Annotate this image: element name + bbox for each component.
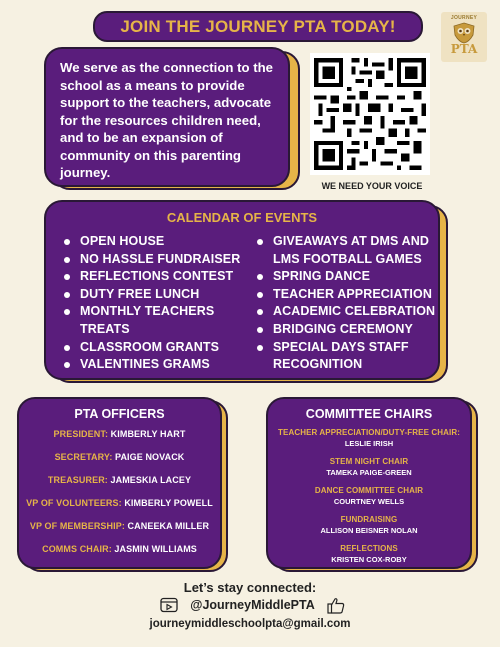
officer-row xyxy=(19,475,220,485)
calendar-list-left xyxy=(64,233,257,374)
pta-logo xyxy=(441,12,487,62)
committee-title: COMMITTEE CHAIRS xyxy=(305,407,433,421)
committee-role: TEACHER APPRECIATION/DUTY-FREE CHAIR: xyxy=(278,428,460,437)
committee-entry xyxy=(268,544,470,564)
committee-name: ALLISON BEISNER NOLAN xyxy=(320,526,418,535)
page-title: JOIN THE JOURNEY PTA TODAY! xyxy=(120,16,396,36)
calendar-title: CALENDAR OF EVENTS xyxy=(166,210,318,225)
calendar-item-continued: RECOGNITION xyxy=(273,357,363,372)
calendar-list-right xyxy=(257,233,435,374)
officer-role: VP OF VOLUNTEERS: xyxy=(26,498,122,508)
logo-pta-text: PTA xyxy=(450,42,478,56)
officer-name: JASMIN WILLIAMS xyxy=(111,544,197,554)
owl-crest-icon xyxy=(451,22,477,44)
calendar-item: GIVEAWAYS AT DMS AND xyxy=(257,233,435,251)
qr-caption: WE NEED YOUR VOICE xyxy=(321,181,423,191)
calendar-item: NO HASSLE FUNDRAISER xyxy=(64,251,257,269)
calendar-item: ACADEMIC CELEBRATION xyxy=(257,303,435,321)
committee-role: DANCE COMMITTEE CHAIR xyxy=(314,486,424,495)
officer-row xyxy=(19,521,220,531)
officer-row xyxy=(19,452,220,462)
committee-entry xyxy=(268,486,470,506)
calendar-item: CLASSROOM GRANTS xyxy=(64,339,257,357)
officer-role: VP OF MEMBERSHIP: xyxy=(29,521,125,531)
officer-role: COMMS CHAIR: xyxy=(42,544,112,554)
committee-role: STEM NIGHT CHAIR xyxy=(329,457,409,466)
officer-role: PRESIDENT: xyxy=(53,429,109,439)
officer-row xyxy=(19,544,220,554)
footer-connect-text: Let’s stay connected: xyxy=(183,580,317,595)
title-banner xyxy=(93,11,423,42)
calendar-item: SPRING DANCE xyxy=(257,268,435,286)
officer-name: CANEEKA MILLER xyxy=(124,521,210,531)
calendar-item: MONTHLY TEACHERS xyxy=(64,303,257,321)
officer-name: KIMBERLY HART xyxy=(108,429,186,439)
calendar-item: DUTY FREE LUNCH xyxy=(64,286,257,304)
committee-role: FUNDRAISING xyxy=(340,515,398,524)
officer-row xyxy=(19,498,220,508)
officers-title: PTA OFFICERS xyxy=(74,407,165,421)
officer-row xyxy=(19,429,220,439)
committee-role: REFLECTIONS xyxy=(340,544,398,553)
intro-text: We serve as the connection to the school as a means to provide support to the teachers, advocate for the resources children need, and to be an expansion of community on this parenting journey. xyxy=(60,60,274,180)
qr-code[interactable] xyxy=(310,53,430,175)
committee-name: KRISTEN COX-ROBY xyxy=(331,555,407,564)
calendar-item: VALENTINES GRAMS xyxy=(64,356,257,374)
video-icon xyxy=(160,597,178,613)
committee-name: LESLIE IRISH xyxy=(344,439,394,448)
footer-social xyxy=(160,596,345,614)
calendar-item: SPECIAL DAYS STAFF xyxy=(257,339,435,357)
committee-entry xyxy=(268,428,470,448)
committee-name: COURTNEY WELLS xyxy=(333,497,405,506)
social-handle-link[interactable]: @JourneyMiddlePTA xyxy=(190,598,315,612)
officer-name: KIMBERLY POWELL xyxy=(121,498,213,508)
committee-entry xyxy=(268,457,470,477)
calendar-item-continued: TREATS xyxy=(80,321,130,336)
calendar-item: REFLECTIONS CONTEST xyxy=(64,268,257,286)
officer-role: TREASURER: xyxy=(47,475,108,485)
calendar-item: TEACHER APPRECIATION xyxy=(257,286,435,304)
committee-name: TAMEKA PAIGE-GREEN xyxy=(326,468,412,477)
calendar-item-continued: LMS FOOTBALL GAMES xyxy=(273,251,422,266)
committee-entry xyxy=(268,515,470,535)
calendar-item: OPEN HOUSE xyxy=(64,233,257,251)
officer-name: JAMESKIA LACEY xyxy=(107,475,192,485)
calendar-item: BRIDGING CEREMONY xyxy=(257,321,435,339)
logo-top-text: JOURNEY xyxy=(450,15,478,21)
thumbs-up-icon xyxy=(327,597,345,614)
footer-email-link[interactable]: journeymiddleschoolpta@gmail.com xyxy=(149,618,351,630)
officer-name: PAIGE NOVACK xyxy=(112,452,185,462)
officer-role: SECRETARY: xyxy=(54,452,113,462)
